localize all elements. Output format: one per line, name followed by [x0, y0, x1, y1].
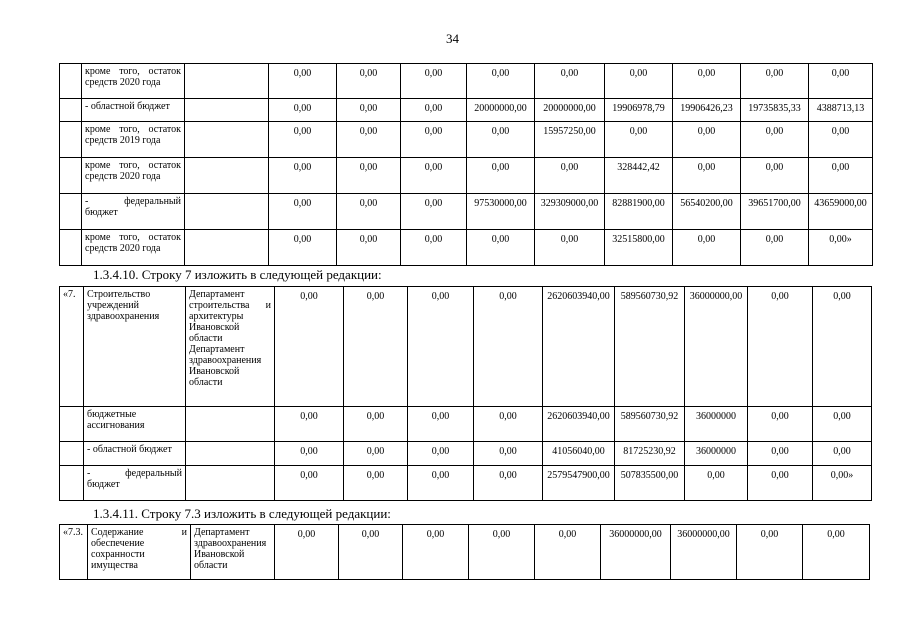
value-cell: 0,00 — [813, 442, 872, 466]
value-cell: 0,00 — [275, 525, 339, 580]
value-cell: 0,00 — [344, 287, 408, 407]
row-label: - федеральный бюджет — [84, 466, 186, 501]
value-cell: 0,00 — [344, 407, 408, 442]
value-cell: 4388713,13 — [809, 99, 873, 122]
value-cell: 0,00 — [275, 287, 344, 407]
value-cell: 2620603940,00 — [543, 407, 615, 442]
value-cell: 0,00 — [474, 442, 543, 466]
value-cell: 0,00 — [474, 466, 543, 501]
executor-cell: Департамент строительства и архитектуры Ивановской области Департамент здравоохранения Ивановской области — [186, 287, 275, 407]
row-label: - областной бюджет — [82, 99, 185, 122]
value-cell: 328442,42 — [605, 158, 673, 194]
value-cell: 0,00 — [809, 64, 873, 99]
page-number: 34 — [446, 31, 459, 46]
value-cell: 0,00 — [269, 99, 337, 122]
row-7-3-table — [59, 524, 870, 580]
value-cell: 0,00 — [474, 407, 543, 442]
value-cell: 0,00 — [474, 287, 543, 407]
value-cell: 0,00» — [813, 466, 872, 501]
value-cell: 0,00 — [535, 525, 601, 580]
value-cell: 0,00 — [337, 122, 401, 158]
value-cell: 20000000,00 — [467, 99, 535, 122]
value-cell: 589560730,92 — [615, 287, 685, 407]
value-cell: 0,00 — [269, 122, 337, 158]
value-cell: 0,00 — [269, 194, 337, 230]
value-cell: 329309000,00 — [535, 194, 605, 230]
value-cell: 32515800,00 — [605, 230, 673, 266]
value-cell: 0,00 — [275, 466, 344, 501]
value-cell: 0,00 — [275, 407, 344, 442]
value-cell: 0,00 — [269, 230, 337, 266]
value-cell: 19906978,79 — [605, 99, 673, 122]
value-cell: 82881900,00 — [605, 194, 673, 230]
value-cell: 56540200,00 — [673, 194, 741, 230]
row-7-table — [59, 286, 872, 501]
value-cell: 2620603940,00 — [543, 287, 615, 407]
value-cell: 0,00 — [605, 64, 673, 99]
value-cell: 0,00 — [467, 64, 535, 99]
value-cell: 0,00 — [748, 466, 813, 501]
table-row — [60, 287, 872, 407]
value-cell: 20000000,00 — [535, 99, 605, 122]
value-cell: 19735835,33 — [741, 99, 809, 122]
value-cell: 507835500,00 — [615, 466, 685, 501]
value-cell: 0,00 — [408, 287, 474, 407]
value-cell: 589560730,92 — [615, 407, 685, 442]
value-cell: 0,00 — [344, 442, 408, 466]
value-cell: 0,00 — [809, 122, 873, 158]
table-row — [60, 442, 872, 466]
value-cell: 43659000,00 — [809, 194, 873, 230]
value-cell: 0,00 — [737, 525, 803, 580]
value-cell: 0,00 — [339, 525, 403, 580]
value-cell: 0,00 — [748, 442, 813, 466]
value-cell: 0,00 — [344, 466, 408, 501]
row-label: Содержание и обеспечение сохранности имущества — [88, 525, 191, 580]
value-cell: 0,00 — [337, 99, 401, 122]
row-label: кроме того, остаток средств 2019 года — [82, 122, 185, 158]
row-label: кроме того, остаток средств 2020 года — [82, 158, 185, 194]
value-cell: 0,00 — [401, 122, 467, 158]
value-cell: 0,00 — [748, 407, 813, 442]
amendment-heading: 1.3.4.10. Строку 7 изложить в следующей редакции: — [93, 267, 382, 282]
value-cell: 0,00 — [535, 230, 605, 266]
row-number: «7.3. — [60, 525, 88, 580]
row-label: бюджетные ассигнования — [84, 407, 186, 442]
value-cell: 0,00 — [673, 64, 741, 99]
value-cell: 36000000,00 — [601, 525, 671, 580]
table-row — [60, 64, 873, 99]
value-cell: 0,00 — [748, 287, 813, 407]
row-number: «7. — [60, 287, 84, 407]
value-cell: 0,00 — [401, 64, 467, 99]
value-cell: 0,00 — [673, 122, 741, 158]
table-row — [60, 230, 873, 266]
value-cell: 0,00 — [535, 64, 605, 99]
value-cell: 0,00 — [269, 64, 337, 99]
value-cell: 0,00 — [408, 407, 474, 442]
value-cell: 0,00 — [741, 158, 809, 194]
table-row — [60, 466, 872, 501]
value-cell: 0,00 — [401, 194, 467, 230]
table-row — [60, 525, 870, 580]
value-cell: 0,00 — [605, 122, 673, 158]
value-cell: 0,00 — [685, 466, 748, 501]
value-cell: 0,00 — [401, 99, 467, 122]
table-row — [60, 99, 873, 122]
value-cell: 0,00 — [741, 122, 809, 158]
table-row — [60, 122, 873, 158]
value-cell: 81725230,92 — [615, 442, 685, 466]
value-cell: 39651700,00 — [741, 194, 809, 230]
value-cell: 41056040,00 — [543, 442, 615, 466]
value-cell: 0,00 — [813, 407, 872, 442]
value-cell: 0,00 — [467, 158, 535, 194]
value-cell: 0,00 — [337, 230, 401, 266]
value-cell: 2579547900,00 — [543, 466, 615, 501]
value-cell: 0,00 — [403, 525, 469, 580]
value-cell: 0,00 — [813, 287, 872, 407]
row-label: кроме того, остаток средств 2020 года — [82, 230, 185, 266]
value-cell: 0,00 — [408, 442, 474, 466]
table-row — [60, 158, 873, 194]
value-cell: 0,00 — [673, 158, 741, 194]
row-label: - федеральный бюджет — [82, 194, 185, 230]
value-cell: 0,00 — [275, 442, 344, 466]
value-cell: 0,00 — [469, 525, 535, 580]
amendment-heading: 1.3.4.11. Строку 7.3 изложить в следующей редакции: — [93, 506, 391, 521]
value-cell: 15957250,00 — [535, 122, 605, 158]
table-row — [60, 407, 872, 442]
value-cell: 36000000,00 — [685, 287, 748, 407]
value-cell: 0,00 — [401, 158, 467, 194]
value-cell: 0,00 — [467, 122, 535, 158]
budget-table-continued — [59, 63, 873, 266]
value-cell: 0,00 — [337, 194, 401, 230]
value-cell: 0,00 — [803, 525, 870, 580]
value-cell: 0,00» — [809, 230, 873, 266]
value-cell: 36000000,00 — [671, 525, 737, 580]
value-cell: 0,00 — [535, 158, 605, 194]
value-cell: 36000000 — [685, 407, 748, 442]
value-cell: 0,00 — [741, 230, 809, 266]
value-cell: 0,00 — [408, 466, 474, 501]
value-cell: 0,00 — [269, 158, 337, 194]
row-label: кроме того, остаток средств 2020 года — [82, 64, 185, 99]
value-cell: 97530000,00 — [467, 194, 535, 230]
value-cell: 0,00 — [809, 158, 873, 194]
value-cell: 0,00 — [673, 230, 741, 266]
value-cell: 0,00 — [741, 64, 809, 99]
value-cell: 0,00 — [337, 64, 401, 99]
value-cell: 0,00 — [467, 230, 535, 266]
value-cell: 36000000 — [685, 442, 748, 466]
value-cell: 0,00 — [337, 158, 401, 194]
value-cell: 0,00 — [401, 230, 467, 266]
row-label: - областной бюджет — [84, 442, 186, 466]
value-cell: 19906426,23 — [673, 99, 741, 122]
executor-cell: Департамент здравоохранения Ивановской области — [191, 525, 275, 580]
row-label: Строительство учреждений здравоохранения — [84, 287, 186, 407]
table-row — [60, 194, 873, 230]
